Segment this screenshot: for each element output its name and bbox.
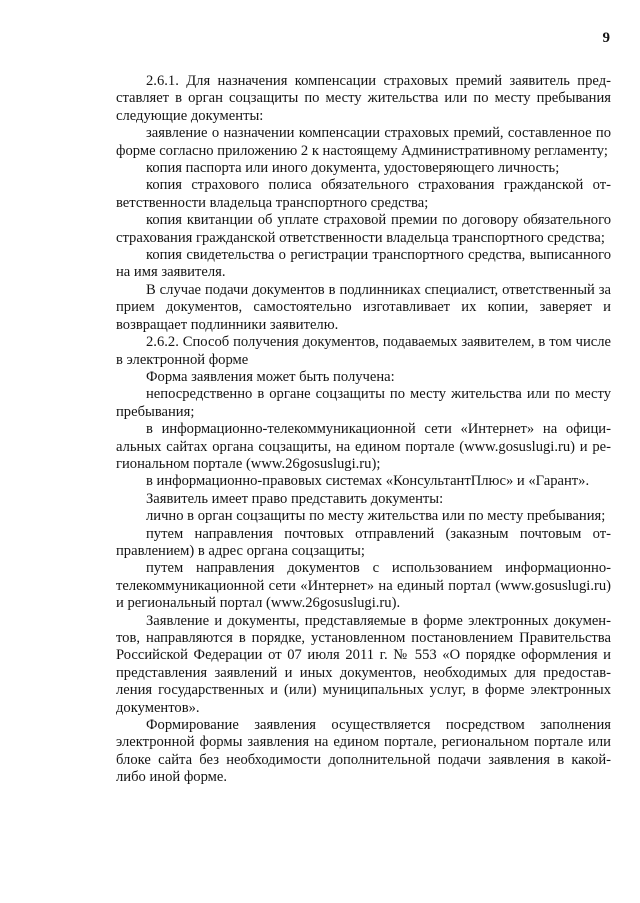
paragraph-electronic-documents: Заявление и документы, представляемые в форме электронных документов, направляются в порядке, установленном постановлением Правительства Российской Федерации от 07 июля 2011 г. № 553 «О порядке оформления и представления заявлений и иных документов, необходимых для предоставления государственных и (или) муниципальных услуг, в форме электронных документов». xyxy=(116,612,611,716)
list-item-insurance-policy-copy: копия страхового полиса обязательного страхования гражданской ответственности владельца транспортного средства; xyxy=(116,177,611,211)
list-item-legal-systems: в информационно-правовых системах «КонсультантПлюс» и «Гарант». xyxy=(146,473,590,490)
list-item-registration-certificate-copy: копия свидетельства о регистрации транспортного средства, выписанного на имя заявителя. xyxy=(116,247,611,281)
paragraph-2-6-1: 2.6.1. Для назначения компенсации страховых премий заявитель представляет в орган соцзащиты по месту жительства или по месту пребывания следующие документы: xyxy=(116,73,611,124)
paragraph-original-documents: В случае подачи документов в подлинниках специалист, ответственный за прием документов, самостоятельно изготавливает их копии, заверяет и возвращает подлинники заявителю. xyxy=(116,281,611,333)
list-item-in-person: лично в орган соцзащиты по месту жительства или по месту пребывания; xyxy=(146,508,606,525)
list-item-postal: путем направления почтовых отправлений (заказным почтовым отправлением) в адрес органа соцзащиты; xyxy=(116,525,611,559)
list-item-application: заявление о назначении компенсации страховых премий, составленное по форме согласно приложению 2 к настоящему Административному регламенту; xyxy=(116,125,611,159)
paragraph-form-obtaining: Форма заявления может быть получена: xyxy=(146,368,395,385)
list-item-receipt-copy: копия квитанции об уплате страховой премии по договору обязательного страхования гражданской ответственности владельца транспортного средства; xyxy=(116,212,611,246)
list-item-directly-in-office: непосредственно в органе соцзащиты по месту жительства или по месту пребывания; xyxy=(116,386,611,420)
list-item-passport-copy: копия паспорта или иного документа, удостоверяющего личность; xyxy=(146,160,560,177)
list-item-electronic: путем направления документов с использованием информационно-телекоммуникационной сети «Интернет» на единый портал (www.gosuslugi.ru) и региональный портал (www.26gosuslugi.ru). xyxy=(116,560,611,612)
paragraph-2-6-2-heading: 2.6.2. Способ получения документов, подаваемых заявителем, в том числе в электронной форме xyxy=(116,334,611,368)
list-item-internet-portals: в информационно-телекоммуникационной сети «Интернет» на официальных сайтах органа соцзащиты, на едином портале (www.gosuslugi.ru) и региональном портале (www.26gosuslugi.ru); xyxy=(116,421,611,472)
paragraph-form-filling: Формирование заявления осуществляется посредством заполнения электронной формы заявления на едином портале, региональном портале или блоке сайта без необходимости дополнительной подачи заявления в какой-либо иной форме. xyxy=(116,717,611,786)
page-number: 9 xyxy=(602,30,610,46)
paragraph-submission-rights: Заявитель имеет право представить документы: xyxy=(146,490,444,507)
document-body xyxy=(116,73,611,787)
